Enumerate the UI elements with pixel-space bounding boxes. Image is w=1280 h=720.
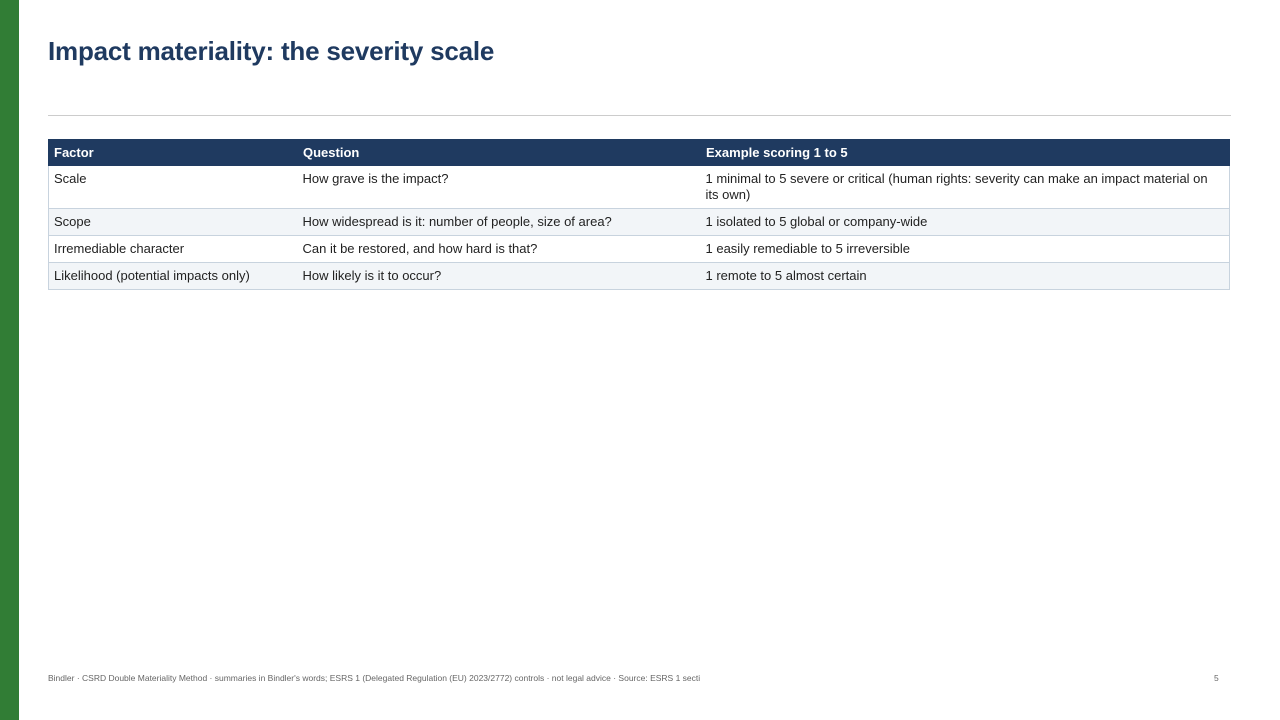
cell-example-scoring: 1 remote to 5 almost certain (701, 263, 1230, 290)
header-factor: Factor (49, 140, 298, 166)
cell-factor: Likelihood (potential impacts only) (49, 263, 298, 290)
cell-question: How likely is it to occur? (298, 263, 701, 290)
cell-factor: Scale (49, 166, 298, 209)
table-row (49, 236, 1230, 263)
cell-example-scoring: 1 minimal to 5 severe or critical (human rights: severity can make an impact material on its own) (701, 166, 1230, 209)
cell-example-scoring: 1 easily remediable to 5 irreversible (701, 236, 1230, 263)
cell-factor: Scope (49, 209, 298, 236)
cell-example-scoring: 1 isolated to 5 global or company-wide (701, 209, 1230, 236)
cell-question: How widespread is it: number of people, size of area? (298, 209, 701, 236)
table-row (49, 263, 1230, 290)
footer-source-note: Bindler · CSRD Double Materiality Method · summaries in Bindler's words; ESRS 1 (Delegated Regulation (EU) 2023/2772) controls · not legal advice · Source: ESRS 1 secti (48, 673, 701, 683)
table-row (49, 166, 1230, 209)
table-header-row (49, 140, 1230, 166)
cell-factor: Irremediable character (49, 236, 298, 263)
accent-bar (0, 0, 19, 720)
header-question: Question (298, 140, 701, 166)
header-example-scoring: Example scoring 1 to 5 (701, 140, 1230, 166)
cell-question: How grave is the impact? (298, 166, 701, 209)
title-divider (48, 115, 1231, 116)
severity-table-container (48, 139, 1229, 290)
table-row (49, 209, 1230, 236)
cell-question: Can it be restored, and how hard is that? (298, 236, 701, 263)
page-number: 5 (1214, 673, 1219, 683)
page-title: Impact materiality: the severity scale (48, 36, 495, 66)
severity-table (48, 139, 1230, 290)
